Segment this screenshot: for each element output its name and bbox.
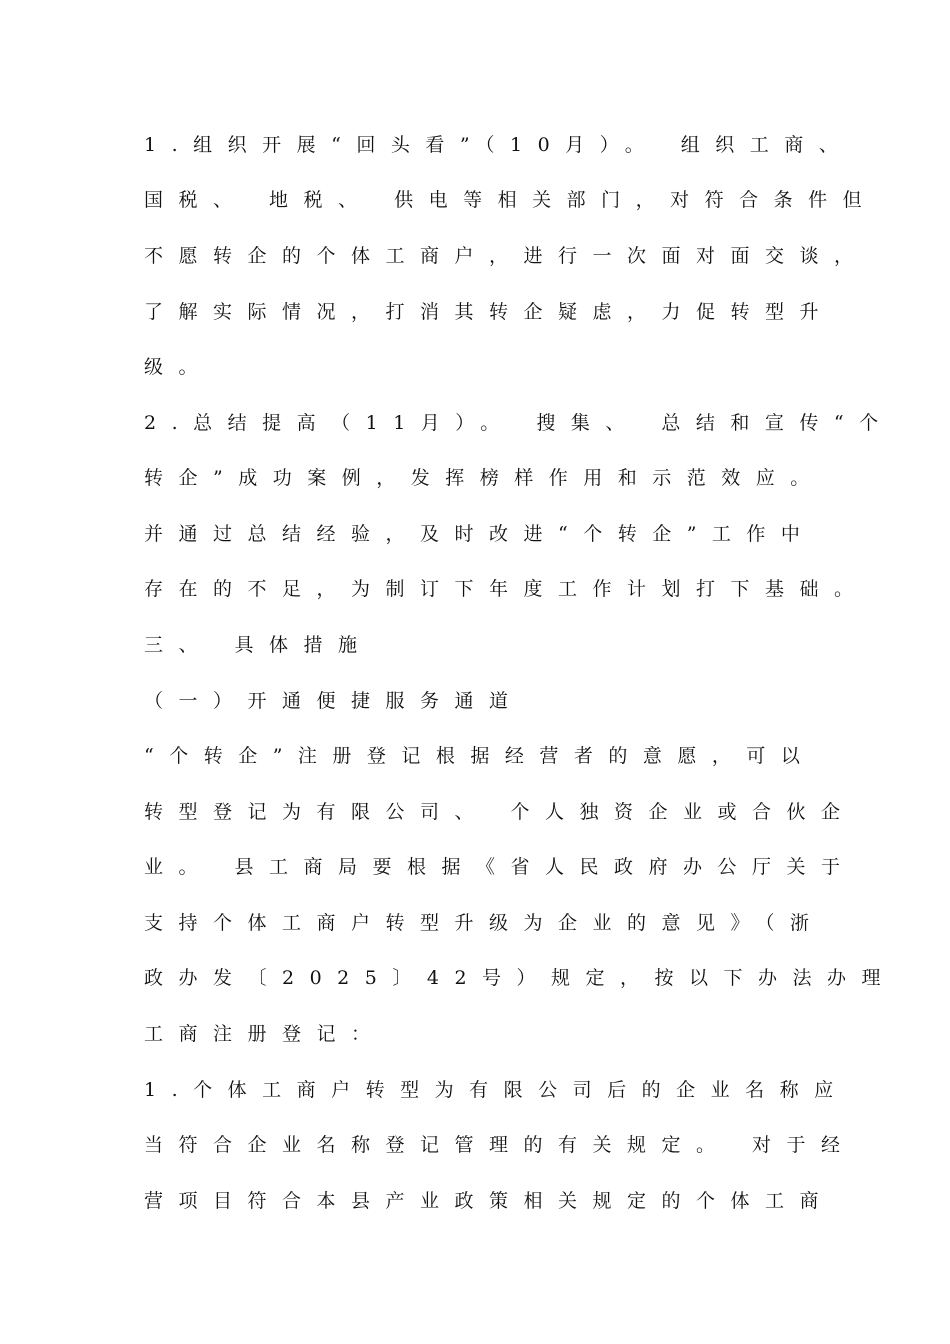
text-line: 转型登记为有限公司、 个人独资企业或合伙企 <box>144 801 856 823</box>
text-line: 政办发〔2025〕42号）规定，按以下办法办理 <box>144 967 897 989</box>
text-line: 存在的不足，为制订下年度工作计划打下基础。 <box>144 578 869 600</box>
text-line: 国税、 地税、 供电等相关部门，对符合条件但 <box>144 189 878 211</box>
text-line: “个转企”注册登记根据经营者的意愿，可以 <box>144 745 816 767</box>
text-line: 不愿转企的个体工商户，进行一次面对面交谈， <box>144 245 869 267</box>
section-heading: 三、 具体措施 <box>144 634 373 656</box>
text-line: 了解实际情况，打消其转企疑虑，力促转型升 <box>144 301 835 323</box>
text-line: 并通过总结经验，及时改进“个转企”工作中 <box>144 523 816 545</box>
text-line: 当符合企业名称登记管理的有关规定。 对于经 <box>144 1134 856 1156</box>
text-line: 1.个体工商户转型为有限公司后的企业名称应 <box>144 1079 849 1101</box>
text-line: 1.组织开展“回头看”（10月）。 组织工商、 <box>144 134 854 156</box>
text-line: 转企”成功案例，发挥榜样作用和示范效应。 <box>144 467 825 489</box>
text-line: 工商注册登记： <box>144 1023 386 1045</box>
subsection-heading: （一）开通便捷服务通道 <box>144 690 524 712</box>
text-line: 营项目符合本县产业政策相关规定的个体工商 <box>144 1190 835 1212</box>
text-line: 2.总结提高（11月）。 搜集、 总结和宣传“个 <box>144 412 894 434</box>
text-line: 支持个体工商户转型升级为企业的意见》（浙 <box>144 912 825 934</box>
text-line: 业。 县工商局要根据《省人民政府办公厅关于 <box>144 856 856 878</box>
text-line: 级。 <box>144 356 214 378</box>
